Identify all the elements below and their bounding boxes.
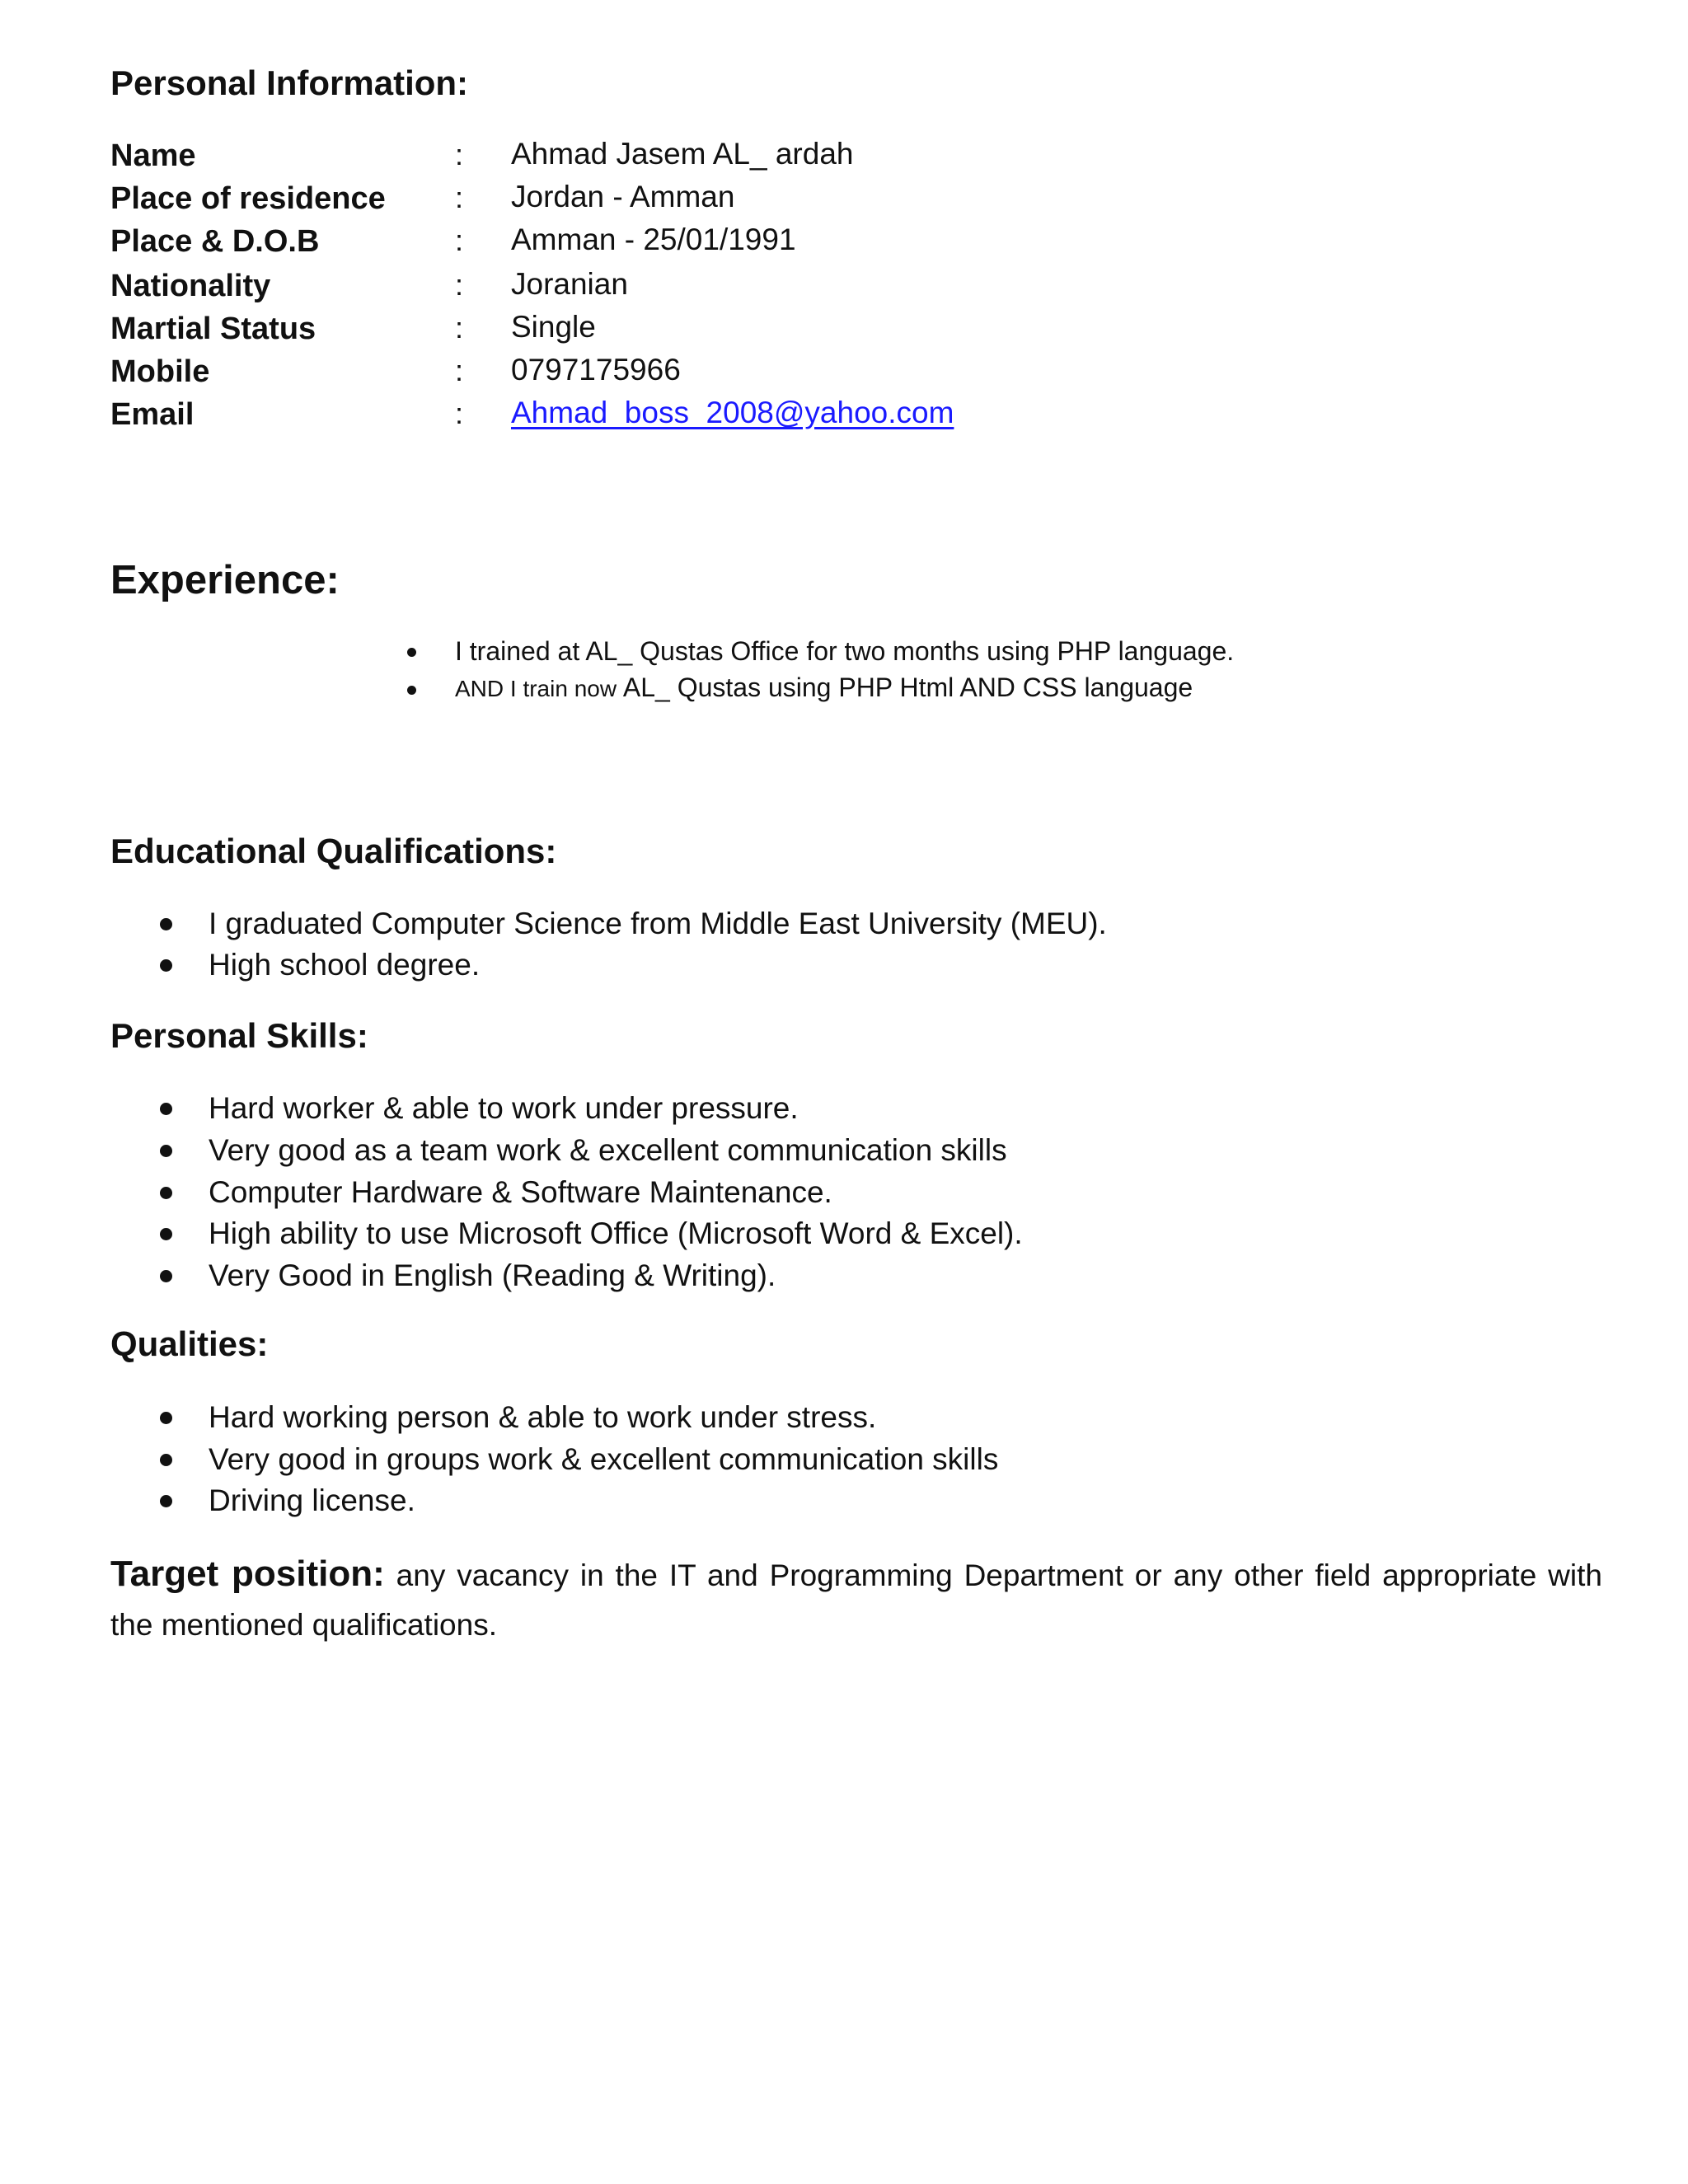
info-label: Name [110, 138, 196, 173]
info-value [511, 397, 954, 428]
info-colon: : [455, 354, 464, 387]
quality-item-text: Very good in groups work & excellent communication skills [209, 1442, 999, 1476]
bullet-dot [407, 648, 416, 657]
bullet-dot [160, 1495, 172, 1507]
info-colon: : [455, 268, 464, 302]
target-position [110, 1549, 1602, 1650]
email-link[interactable]: Ahmad_boss_2008@yahoo.com [511, 396, 954, 429]
bullet-dot [160, 1228, 172, 1240]
bullet-dot [407, 686, 416, 695]
skill-item-text: Very good as a team work & excellent communication skills [209, 1133, 1007, 1167]
experience-item-body: AL_ Qustas using PHP Html AND CSS language [622, 673, 1193, 702]
education-item-text: High school degree. [209, 948, 481, 982]
experience-item-prefix: AND I train now [455, 676, 623, 701]
education-item-text: I graduated Computer Science from Middle East University (MEU). [209, 907, 1107, 940]
info-value: 0797175966 [511, 353, 681, 387]
info-label: Place of residence [110, 181, 386, 216]
personal-info-heading: Personal Information: [110, 63, 469, 102]
experience-item-text [455, 674, 1193, 701]
info-colon: : [455, 396, 464, 430]
target-position-label: Target position: [110, 1554, 385, 1594]
bullet-dot [160, 918, 172, 930]
info-value: Amman - 25/01/1991 [511, 223, 796, 256]
bullet-dot [160, 1187, 172, 1199]
info-colon: : [455, 311, 464, 344]
target-position-text: any vacancy in the IT and Programming Department or any other field appropriate with the mentioned qualifications. [110, 1558, 1602, 1642]
info-value: Joranian [511, 267, 628, 301]
info-value: Single [511, 310, 596, 344]
experience-heading: Experience: [110, 558, 340, 602]
experience-item-text: I trained at AL_ Qustas Office for two months using PHP language. [455, 636, 1235, 666]
bullet-dot [160, 1145, 172, 1157]
skill-item-text: Computer Hardware & Software Maintenance. [209, 1175, 832, 1209]
quality-item-text: Driving license. [209, 1483, 415, 1517]
bullet-dot [160, 959, 172, 972]
info-value: Jordan - Amman [511, 180, 735, 213]
info-label: Mobile [110, 354, 210, 389]
bullet-dot [160, 1412, 172, 1424]
education-heading: Educational Qualifications: [110, 832, 557, 870]
skills-heading: Personal Skills: [110, 1016, 368, 1055]
skill-item-text: Very Good in English (Reading & Writing). [209, 1258, 776, 1292]
info-label: Martial Status [110, 312, 316, 346]
info-value: Ahmad Jasem AL_ ardah [511, 137, 854, 171]
bullet-dot [160, 1454, 172, 1466]
info-colon: : [455, 223, 464, 257]
bullet-dot [160, 1270, 172, 1282]
skill-item-text: High ability to use Microsoft Office (Microsoft Word & Excel). [209, 1216, 1023, 1250]
quality-item-text: Hard working person & able to work under stress. [209, 1400, 877, 1434]
skill-item-text: Hard worker & able to work under pressure. [209, 1091, 799, 1125]
bullet-dot [160, 1103, 172, 1115]
info-label: Nationality [110, 269, 271, 303]
info-colon: : [455, 138, 464, 171]
qualities-heading: Qualities: [110, 1324, 269, 1363]
info-label: Email [110, 397, 195, 432]
info-label: Place & D.O.B [110, 224, 320, 259]
info-colon: : [455, 180, 464, 214]
